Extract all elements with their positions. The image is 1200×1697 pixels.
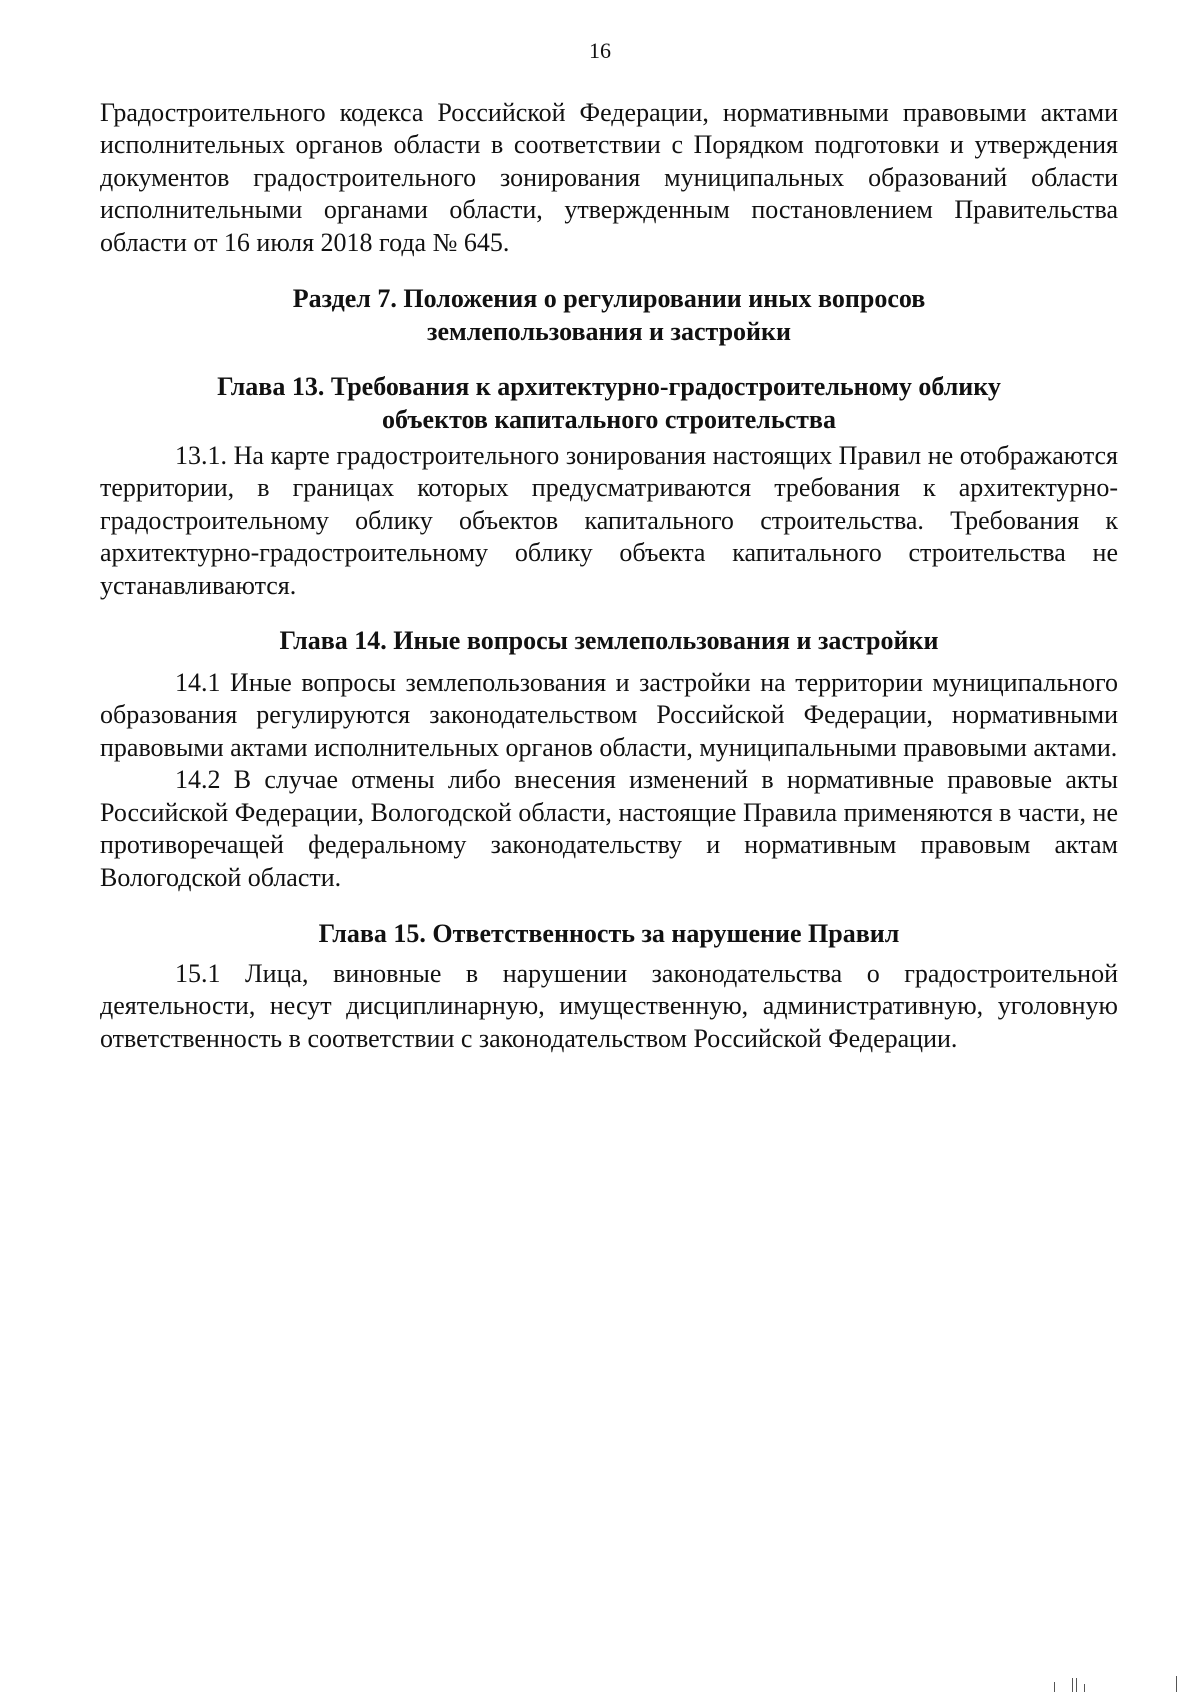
chapter-13-title-line-2: объектов капитального строительства xyxy=(382,405,836,435)
section-7-title-line-2: землепользования и застройки xyxy=(427,317,791,347)
paragraph-14-1: 14.1 Иные вопросы землепользования и застройки на территории муниципального образования регулируются законодательством Российской Федерации, нормативными правовыми актами исполнительных органов области, муниципальными правовыми актами. xyxy=(100,668,1118,762)
document-body xyxy=(100,97,1118,1055)
paragraph-15-1: 15.1 Лица, виновные в нарушении законодательства о градостроительной деятельности, несут дисциплинарную, имущественную, административную, уголовную ответственность в соответствии с законодательством Российской Федерации. xyxy=(100,958,1118,1053)
scan-artifact-marks xyxy=(1050,1672,1180,1692)
section-7-heading xyxy=(100,282,1118,348)
section-7-title-line-1: Раздел 7. Положения о регулировании иных вопросов xyxy=(292,284,926,314)
paragraph-13-1: 13.1. На карте градостроительного зонирования настоящих Правил не отображаются территории, в границах которых предусматриваются требования к архитектурно-градостроительному облику объектов капитального строительства. Требования к архитектурно-градостроительному облику объекта капитального строительства не устанавливаются. xyxy=(100,441,1118,600)
paragraph-14-2: 14.2 В случае отмены либо внесения изменений в нормативные правовые акты Российской Федерации, Вологодской области, настоящие Правила применяются в части, не противоречащей федеральному законодательству и нормативным правовым актам Вологодской области. xyxy=(100,765,1118,892)
page-number: 16 xyxy=(589,38,611,63)
chapter-15-heading: Глава 15. Ответственность за нарушение Правил xyxy=(318,918,900,948)
intro-paragraph: Градостроительного кодекса Российской Федерации, нормативными правовыми актами исполнительных органов области в соответствии с Порядком подготовки и утверждения документов градостроительного зонирования муниципальных образований области исполнительными органами области, утвержденным постановлением Правительства области от 16 июля 2018 года № 645. xyxy=(100,98,1118,257)
chapter-13-heading xyxy=(100,370,1118,436)
chapter-13-title-line-1: Глава 13. Требования к архитектурно-градостроительному облику xyxy=(217,372,1001,402)
chapter-14-heading: Глава 14. Иные вопросы землепользования и застройки xyxy=(279,626,939,656)
